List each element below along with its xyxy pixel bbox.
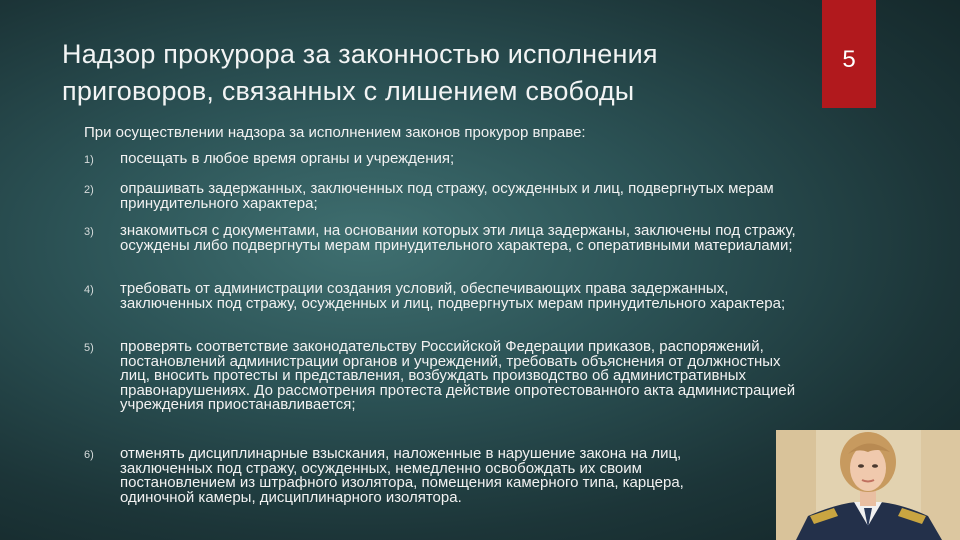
page-number-badge [822, 0, 876, 108]
list-item [84, 224, 804, 282]
list-item-number: 1) [84, 154, 94, 166]
powers-list [84, 152, 804, 517]
list-item-number: 2) [84, 184, 94, 196]
list-item-text: отменять дисциплинарные взыскания, наложенные в нарушение закона на лиц, заключенных под стражу, осужденных, немедленно освобождать их своим постановлением из штрафного изолятора, помещения камерного типа, карцера, одиночной камеры, дисциплинарного изолятора. [120, 445, 684, 506]
list-item [84, 182, 804, 224]
list-item-text: опрашивать задержанных, заключенных под стражу, осужденных и лиц, подвергнутых мерам принудительного характера; [120, 180, 774, 212]
slide-title: Надзор прокурора за законностью исполнения приговоров, связанных с лишением свободы [62, 39, 658, 106]
list-item [84, 340, 804, 447]
list-item-number: 5) [84, 342, 94, 354]
list-item-number: 4) [84, 284, 94, 296]
page-number: 5 [842, 46, 856, 73]
list-item-text: проверять соответствие законодательству Российской Федерации приказов, распоряжений, постановлений администрации органов и учреждений, требовать объяснения от должностных лиц, вносить протесты и представления, возбуждать производство об административных правонарушениях. До рассмотрения протеста действие опротестованного акта администрацией учреждения приостанавливается; [120, 338, 796, 413]
list-item [84, 282, 804, 340]
list-item-number: 3) [84, 226, 94, 238]
list-item-text: посещать в любое время органы и учреждения; [120, 150, 455, 167]
portrait-illustration [776, 430, 960, 540]
list-item-text: знакомиться с документами, на основании которых эти лица задержаны, заключены под стражу, осуждены либо подвергнуты мерам принудительного характера, с оперативными материалами; [120, 222, 796, 254]
list-item-number: 6) [84, 449, 94, 461]
list-item [84, 447, 804, 517]
prosecutor-portrait-photo [776, 430, 960, 540]
list-item [84, 152, 804, 182]
list-item-text: требовать от администрации создания условий, обеспечивающих права задержанных, заключенных под стражу, осужденных и лиц, подвергнутых мерам принудительного характера; [120, 280, 786, 312]
intro-text: При осуществлении надзора за исполнением законов прокурор вправе: [84, 124, 586, 141]
